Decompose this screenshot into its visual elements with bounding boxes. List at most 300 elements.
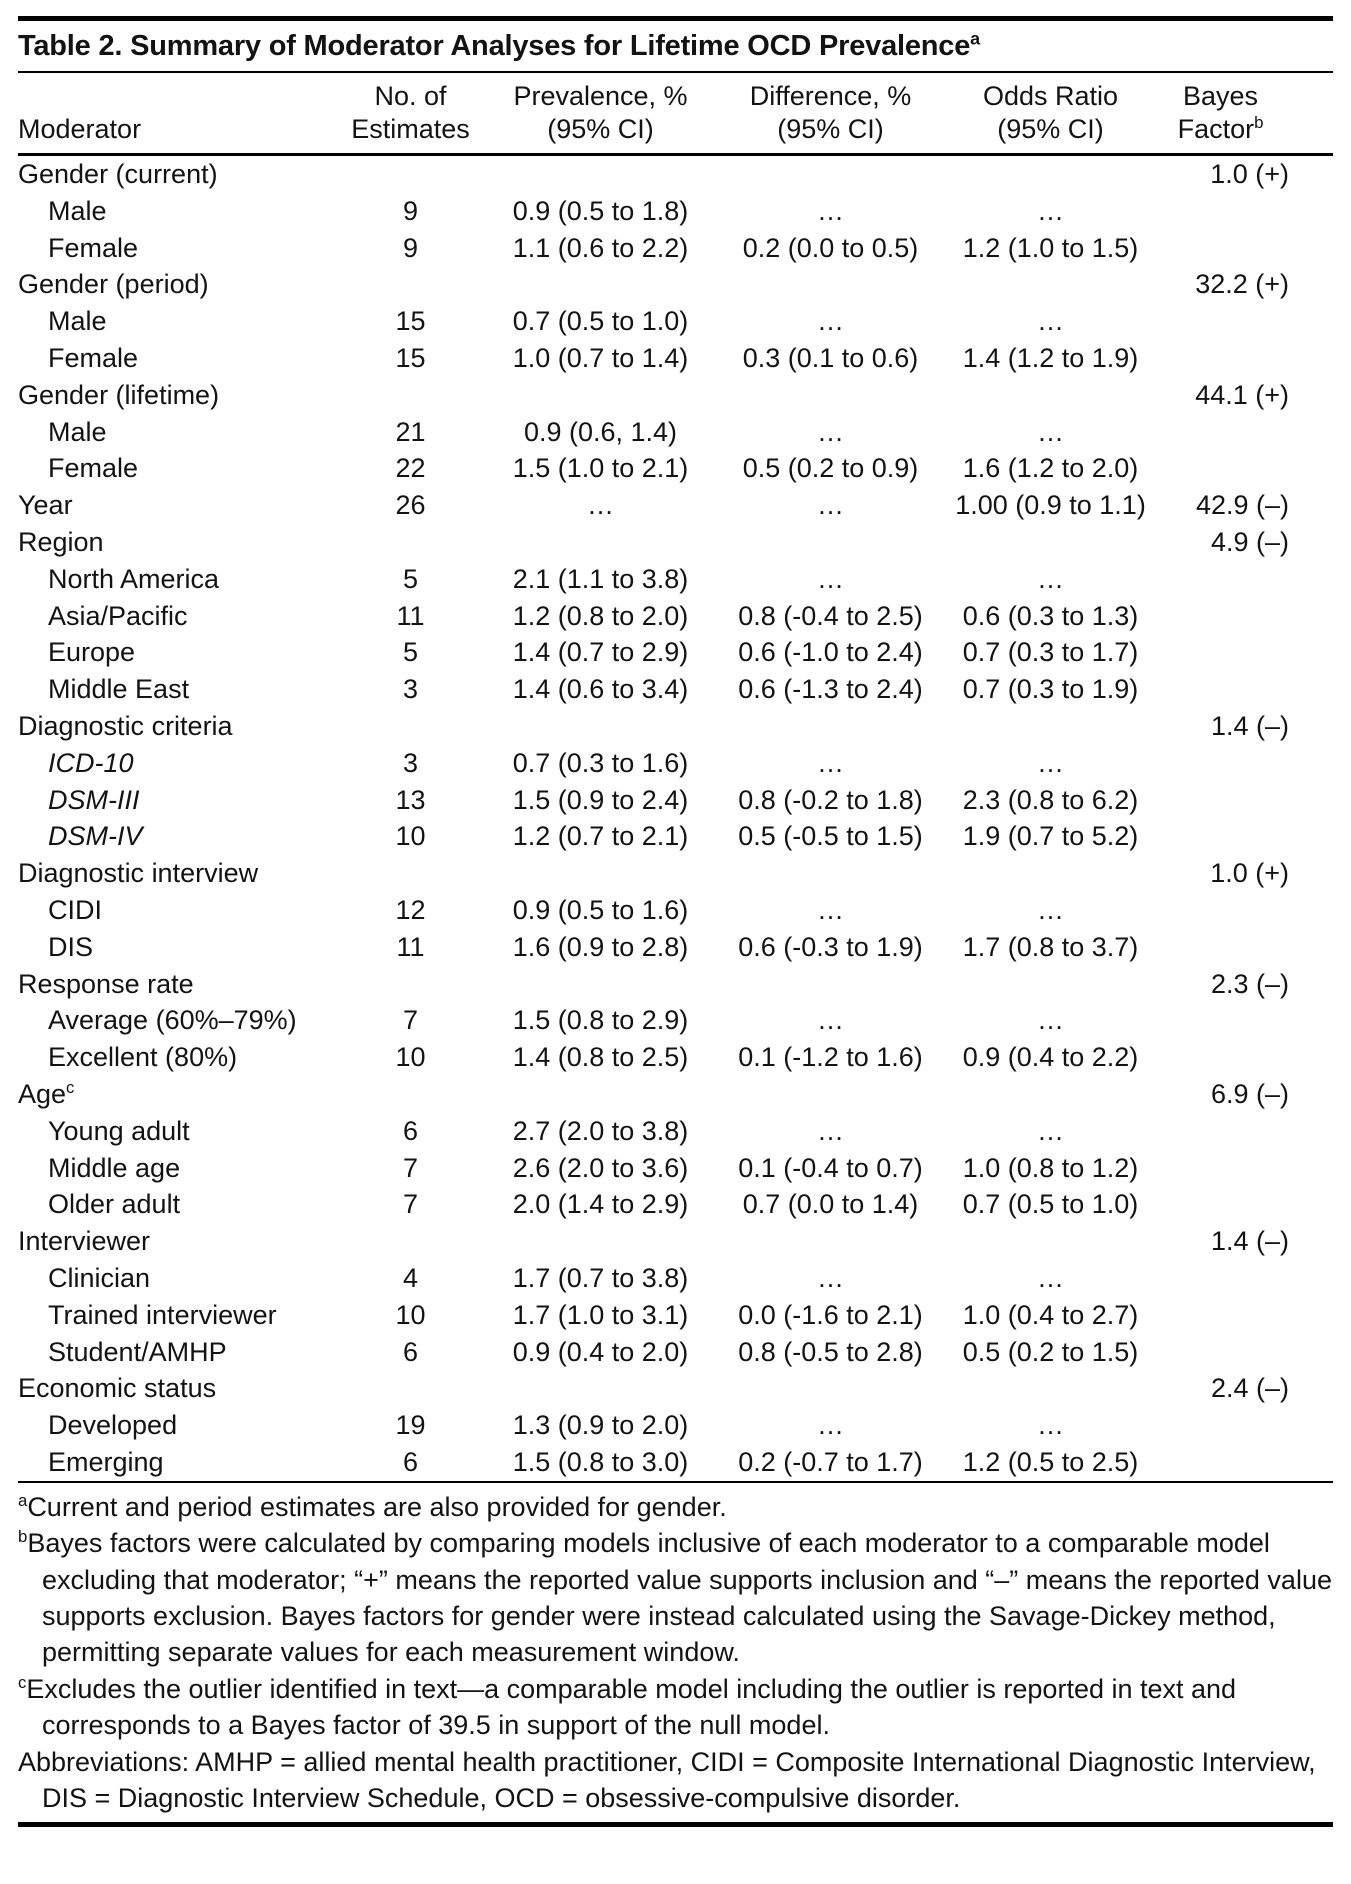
odds-ratio-cell (943, 855, 1158, 892)
table-row-group (18, 855, 1333, 892)
table-row-group (18, 708, 1333, 745)
odds-ratio-cell: 1.6 (1.2 to 2.0) (962, 453, 1139, 484)
moderator-cell (18, 230, 338, 267)
odds-ratio-cell: … (1037, 894, 1064, 925)
moderator-label: Developed (48, 1410, 178, 1441)
odds-ratio-cell: … (1037, 306, 1064, 337)
odds-ratio-cell (943, 708, 1158, 745)
moderator-label: DSM-III (48, 784, 140, 815)
table-row-subitem (18, 414, 1333, 451)
prevalence-cell: 1.5 (0.8 to 3.0) (512, 1446, 689, 1477)
table-row-subitem (18, 818, 1333, 855)
odds-ratio-cell: … (1037, 1410, 1064, 1441)
table-row-subitem (18, 671, 1333, 708)
estimates-cell: 9 (402, 232, 419, 263)
estimates-cell (338, 855, 483, 892)
moderator-cell (18, 634, 338, 671)
difference-cell: … (817, 416, 844, 447)
prevalence-cell: 1.5 (0.9 to 2.4) (512, 784, 689, 815)
bayes-factor-cell (1158, 745, 1333, 782)
bayes-factor-cell (1158, 598, 1333, 635)
difference-cell (718, 524, 943, 561)
prevalence-cell: 0.9 (0.5 to 1.8) (512, 195, 689, 226)
moderator-cell (18, 377, 338, 414)
moderator-label: DIS (48, 931, 94, 962)
estimates-cell (338, 1223, 483, 1260)
table-row-subitem (18, 1260, 1333, 1297)
moderator-cell (18, 1039, 338, 1076)
col-header-bayes-line2 (1158, 113, 1283, 146)
odds-ratio-cell: 0.7 (0.5 to 1.0) (962, 1189, 1139, 1220)
difference-cell: 0.8 (-0.5 to 2.8) (738, 1336, 923, 1367)
moderator-label: Gender (period) (18, 269, 209, 300)
moderator-label: Gender (current) (18, 159, 218, 189)
difference-cell: … (817, 1262, 844, 1293)
odds-ratio-cell: 1.4 (1.2 to 1.9) (962, 342, 1139, 373)
table-row-subitem (18, 1407, 1333, 1444)
table-row-subitem (18, 1150, 1333, 1187)
bayes-factor-cell (1158, 1002, 1333, 1039)
moderator-label: Europe (48, 637, 136, 668)
footnote-marker-b: b (18, 1527, 28, 1547)
moderator-cell (18, 598, 338, 635)
moderator-label: Gender (lifetime) (18, 379, 220, 410)
odds-ratio-cell: … (1037, 1115, 1064, 1146)
estimates-cell: 10 (395, 1299, 426, 1330)
estimates-cell (338, 524, 483, 561)
difference-cell (718, 1223, 943, 1260)
prevalence-cell: 1.4 (0.6 to 3.4) (512, 674, 689, 705)
bayes-factor-cell (1158, 1334, 1333, 1371)
footnote-c-text: Excludes the outlier identified in text—a comparable model including the outlier is reported in text and corresponds to a Bayes factor of 39.5 in support of the null model. (26, 1673, 1237, 1741)
odds-ratio-cell (943, 1223, 1158, 1260)
odds-ratio-cell: … (1037, 195, 1064, 226)
moderator-cell (18, 708, 338, 745)
prevalence-cell: 1.1 (0.6 to 2.2) (512, 232, 689, 263)
estimates-cell: 6 (402, 1115, 419, 1146)
estimates-cell: 9 (402, 195, 419, 226)
difference-cell: 0.5 (-0.5 to 1.5) (738, 821, 923, 852)
odds-ratio-cell: 1.2 (0.5 to 2.5) (962, 1446, 1139, 1477)
moderator-label: CIDI (48, 894, 102, 925)
table-row-subitem (18, 303, 1333, 340)
bayes-factor-cell: 1.4 (–) (1210, 1226, 1289, 1257)
moderator-label: Student/AMHP (48, 1336, 227, 1367)
col-header-moderator (18, 113, 338, 146)
prevalence-cell: 1.4 (0.8 to 2.5) (512, 1042, 689, 1073)
table-row-group (18, 156, 1333, 193)
prevalence-cell (483, 1223, 718, 1260)
moderator-label: Male (48, 306, 107, 337)
table-row-subitem (18, 782, 1333, 819)
table-body (18, 156, 1333, 1481)
moderator-label: Average (60%–79%) (48, 1005, 297, 1036)
prevalence-cell: 1.2 (0.7 to 2.1) (512, 821, 689, 852)
odds-ratio-cell: 1.9 (0.7 to 5.2) (962, 821, 1139, 852)
col-header-bayes-line2-text: Factor (1177, 114, 1255, 144)
col-header-estimates (338, 80, 483, 146)
prevalence-cell (483, 1076, 718, 1113)
difference-cell: … (817, 490, 844, 521)
moderator-label: Excellent (80%) (48, 1042, 238, 1073)
odds-ratio-cell: 1.2 (1.0 to 1.5) (962, 232, 1139, 263)
difference-cell (718, 156, 943, 193)
table-title-text: Table 2. Summary of Moderator Analyses for Lifetime OCD Prevalence (18, 30, 971, 62)
footnote-abbreviations (18, 1744, 1333, 1817)
difference-cell: … (817, 563, 844, 594)
odds-ratio-cell: 0.7 (0.3 to 1.9) (962, 674, 1139, 705)
bayes-factor-cell (1158, 818, 1333, 855)
bayes-factor-cell (1158, 1039, 1333, 1076)
table-row-group (18, 487, 1333, 524)
moderator-label: DSM-IV (48, 821, 143, 852)
bayes-factor-cell (1158, 561, 1333, 598)
prevalence-cell (483, 855, 718, 892)
estimates-cell (338, 266, 483, 303)
difference-cell: … (817, 1005, 844, 1036)
odds-ratio-cell: … (1037, 1262, 1064, 1293)
moderator-cell (18, 1150, 338, 1187)
prevalence-cell: 1.4 (0.7 to 2.9) (512, 637, 689, 668)
table-row-subitem (18, 634, 1333, 671)
estimates-cell: 5 (402, 563, 419, 594)
table-row-subitem (18, 892, 1333, 929)
moderator-cell (18, 1407, 338, 1444)
difference-cell: 0.6 (-0.3 to 1.9) (738, 931, 923, 962)
odds-ratio-cell: 1.0 (0.8 to 1.2) (962, 1152, 1139, 1183)
prevalence-cell: 2.7 (2.0 to 3.8) (512, 1115, 689, 1146)
prevalence-cell (483, 708, 718, 745)
odds-ratio-cell (943, 156, 1158, 193)
table-row-subitem (18, 598, 1333, 635)
odds-ratio-cell (943, 966, 1158, 1003)
bayes-factor-cell: 2.3 (–) (1210, 968, 1289, 999)
estimates-cell: 22 (395, 453, 426, 484)
bayes-factor-cell (1158, 782, 1333, 819)
title-footnote-marker-a: a (970, 28, 980, 49)
estimates-cell: 19 (395, 1410, 426, 1441)
difference-cell: … (817, 195, 844, 226)
difference-cell: 0.8 (-0.2 to 1.8) (738, 784, 923, 815)
difference-cell (718, 966, 943, 1003)
difference-cell: 0.2 (-0.7 to 1.7) (738, 1446, 923, 1477)
table-header-row (18, 73, 1333, 153)
bayes-factor-cell (1158, 1407, 1333, 1444)
bayes-factor-cell (1158, 1297, 1333, 1334)
prevalence-cell (483, 156, 718, 193)
moderator-label: Trained interviewer (48, 1299, 277, 1330)
difference-cell: 0.7 (0.0 to 1.4) (742, 1189, 919, 1220)
moderator-label: Asia/Pacific (48, 600, 188, 631)
bayes-factor-cell (1158, 193, 1333, 230)
prevalence-cell: 1.7 (0.7 to 3.8) (512, 1262, 689, 1293)
estimates-cell: 7 (402, 1189, 419, 1220)
estimates-cell: 15 (395, 342, 426, 373)
col-header-bayes-line1: Bayes (1182, 81, 1259, 111)
moderator-cell (18, 1076, 338, 1113)
difference-cell (718, 855, 943, 892)
moderator-label: Older adult (48, 1189, 181, 1220)
difference-cell: … (817, 306, 844, 337)
estimates-cell: 7 (402, 1005, 419, 1036)
difference-cell: 0.0 (-1.6 to 2.1) (738, 1299, 923, 1330)
bayes-factor-cell: 1.0 (+) (1210, 159, 1289, 189)
col-header-prevalence-line1: Prevalence, % (513, 81, 688, 111)
estimates-cell (338, 1076, 483, 1113)
moderator-label: Diagnostic interview (18, 858, 259, 889)
prevalence-cell (483, 1370, 718, 1407)
moderator-cell (18, 561, 338, 598)
bayes-factor-cell (1158, 450, 1333, 487)
table-row-group (18, 377, 1333, 414)
moderator-cell (18, 1002, 338, 1039)
moderator-cell (18, 671, 338, 708)
moderator-label: Emerging (48, 1446, 164, 1477)
difference-cell (718, 1370, 943, 1407)
col-header-bayes-factor (1158, 80, 1333, 146)
moderator-cell (18, 414, 338, 451)
moderator-label: Female (48, 342, 139, 373)
odds-ratio-cell: 1.0 (0.4 to 2.7) (962, 1299, 1139, 1330)
footnote-marker-c: c (18, 1672, 27, 1692)
estimates-cell (338, 377, 483, 414)
estimates-cell: 26 (395, 490, 426, 521)
moderator-label: North America (48, 563, 220, 594)
bayes-factor-cell (1158, 671, 1333, 708)
table-row-group (18, 524, 1333, 561)
moderator-cell (18, 1334, 338, 1371)
moderator-label: Female (48, 453, 139, 484)
estimates-cell: 7 (402, 1152, 419, 1183)
prevalence-cell: 1.3 (0.9 to 2.0) (512, 1410, 689, 1441)
col-header-odds-ratio-line2: (95% CI) (997, 114, 1104, 144)
moderator-cell (18, 193, 338, 230)
odds-ratio-cell: 1.00 (0.9 to 1.1) (955, 490, 1146, 521)
moderator-label: Diagnostic criteria (18, 710, 233, 741)
moderator-label: Economic status (18, 1373, 217, 1404)
bayes-factor-cell (1158, 230, 1333, 267)
bayes-factor-cell: 6.9 (–) (1210, 1078, 1289, 1109)
prevalence-cell: … (587, 490, 614, 521)
moderator-cell (18, 818, 338, 855)
col-header-odds-ratio-line1: Odds Ratio (982, 81, 1119, 111)
moderator-cell (18, 303, 338, 340)
footnote-b (18, 1525, 1333, 1671)
moderator-cell (18, 1260, 338, 1297)
bayes-factor-cell (1158, 1186, 1333, 1223)
moderator-cell (18, 524, 338, 561)
odds-ratio-cell: 2.3 (0.8 to 6.2) (962, 784, 1139, 815)
footnote-a (18, 1489, 1333, 1525)
table-row-subitem (18, 929, 1333, 966)
moderator-label: Young adult (48, 1115, 190, 1146)
estimates-cell (338, 1370, 483, 1407)
moderator-cell (18, 782, 338, 819)
col-header-difference (718, 80, 943, 146)
odds-ratio-cell (943, 524, 1158, 561)
bayes-factor-cell (1158, 929, 1333, 966)
table-row-subitem (18, 450, 1333, 487)
difference-cell (718, 377, 943, 414)
bayes-factor-cell: 4.9 (–) (1210, 526, 1289, 557)
col-header-estimates-line2: Estimates (351, 114, 470, 144)
prevalence-cell: 1.2 (0.8 to 2.0) (512, 600, 689, 631)
estimates-cell: 5 (402, 637, 419, 668)
bayes-factor-cell (1158, 303, 1333, 340)
difference-cell: … (817, 1410, 844, 1441)
moderator-label: Male (48, 195, 107, 226)
estimates-cell (338, 708, 483, 745)
prevalence-cell (483, 266, 718, 303)
bayes-factor-cell: 44.1 (+) (1195, 379, 1289, 410)
difference-cell: 0.6 (-1.3 to 2.4) (738, 674, 923, 705)
moderator-cell (18, 1113, 338, 1150)
estimates-cell (338, 966, 483, 1003)
prevalence-cell: 0.9 (0.4 to 2.0) (512, 1336, 689, 1367)
difference-cell (718, 1076, 943, 1113)
table-row-subitem (18, 193, 1333, 230)
odds-ratio-cell: 1.7 (0.8 to 3.7) (962, 931, 1139, 962)
table-row-subitem (18, 1297, 1333, 1334)
moderator-cell (18, 1297, 338, 1334)
footnote-c (18, 1671, 1333, 1744)
table-row-group (18, 1076, 1333, 1113)
difference-cell: 0.2 (0.0 to 0.5) (742, 232, 919, 263)
moderator-label: Male (48, 416, 107, 447)
prevalence-cell: 1.7 (1.0 to 3.1) (512, 1299, 689, 1330)
footnote-abbreviations-text: Abbreviations: AMHP = allied mental health practitioner, CIDI = Composite International Diagnostic Interview, DIS = Diagnostic Interview Schedule, OCD = obsessive-compulsive disorder. (18, 1746, 1316, 1813)
odds-ratio-cell: 0.6 (0.3 to 1.3) (962, 600, 1139, 631)
bayes-factor-cell (1158, 1150, 1333, 1187)
moderator-label: Female (48, 232, 139, 263)
estimates-cell: 12 (395, 894, 426, 925)
prevalence-cell: 0.9 (0.6, 1.4) (523, 416, 678, 447)
estimates-cell (338, 156, 483, 193)
moderator-label: Middle East (48, 674, 190, 705)
odds-ratio-cell: … (1037, 563, 1064, 594)
col-header-estimates-line1: No. of (374, 81, 447, 111)
difference-cell: 0.8 (-0.4 to 2.5) (738, 600, 923, 631)
odds-ratio-cell (943, 1076, 1158, 1113)
prevalence-cell: 2.1 (1.1 to 3.8) (512, 563, 689, 594)
moderator-cell (18, 266, 338, 303)
odds-ratio-cell (943, 266, 1158, 303)
bayes-factor-cell (1158, 634, 1333, 671)
prevalence-cell: 1.5 (1.0 to 2.1) (512, 453, 689, 484)
prevalence-cell: 0.7 (0.5 to 1.0) (512, 306, 689, 337)
difference-cell: 0.5 (0.2 to 0.9) (742, 453, 919, 484)
moderator-cell (18, 1186, 338, 1223)
col-header-prevalence-line2: (95% CI) (547, 114, 654, 144)
bayes-factor-cell: 32.2 (+) (1195, 269, 1289, 300)
bayes-factor-cell (1158, 414, 1333, 451)
col-header-moderator-label: Moderator (18, 114, 142, 144)
table-row-subitem (18, 561, 1333, 598)
moderator-cell (18, 450, 338, 487)
moderator-cell (18, 855, 338, 892)
moderator-label: Age (18, 1078, 67, 1109)
table-row-subitem (18, 230, 1333, 267)
footnote-a-text: Current and period estimates are also provided for gender. (27, 1491, 727, 1522)
moderator-cell (18, 745, 338, 782)
difference-cell: 0.3 (0.1 to 0.6) (742, 342, 919, 373)
moderator-label: Interviewer (18, 1226, 151, 1257)
prevalence-cell (483, 524, 718, 561)
moderator-cell (18, 156, 338, 193)
prevalence-cell: 1.0 (0.7 to 1.4) (512, 342, 689, 373)
odds-ratio-cell: … (1037, 416, 1064, 447)
table-row-group (18, 1223, 1333, 1260)
estimates-cell: 11 (396, 931, 425, 962)
moderator-cell (18, 1370, 338, 1407)
estimates-cell: 3 (402, 674, 419, 705)
moderator-label: ICD-10 (48, 747, 134, 778)
difference-cell: … (817, 1115, 844, 1146)
bayes-factor-cell (1158, 1113, 1333, 1150)
moderator-cell (18, 1444, 338, 1481)
moderator-cell (18, 487, 338, 524)
bayes-factor-cell (1158, 340, 1333, 377)
moderator-cell (18, 966, 338, 1003)
moderator-cell (18, 1223, 338, 1260)
col-header-prevalence (483, 80, 718, 146)
difference-cell: … (817, 894, 844, 925)
bayes-factor-cell (1158, 1444, 1333, 1481)
difference-cell: 0.1 (-0.4 to 0.7) (738, 1152, 923, 1183)
moderator-cell (18, 340, 338, 377)
footnotes-section (18, 1483, 1333, 1823)
moderator-label: Region (18, 526, 104, 557)
prevalence-cell: 2.0 (1.4 to 2.9) (512, 1189, 689, 1220)
bayes-factor-cell: 1.4 (–) (1210, 710, 1289, 741)
estimates-cell: 6 (402, 1336, 419, 1367)
estimates-cell: 6 (402, 1446, 419, 1477)
table-title-block (18, 21, 1333, 71)
odds-ratio-cell (943, 377, 1158, 414)
bayes-factor-cell (1158, 1260, 1333, 1297)
prevalence-cell (483, 377, 718, 414)
estimates-cell: 21 (395, 416, 426, 447)
prevalence-cell: 0.7 (0.3 to 1.6) (512, 747, 689, 778)
moderator-cell (18, 929, 338, 966)
moderator-label: Middle age (48, 1152, 181, 1183)
difference-cell (718, 708, 943, 745)
prevalence-cell: 0.9 (0.5 to 1.6) (512, 894, 689, 925)
moderator-label: Year (18, 490, 73, 521)
table-row-subitem (18, 1334, 1333, 1371)
moderator-label: Response rate (18, 968, 194, 999)
estimates-cell: 13 (395, 784, 426, 815)
bayes-factor-cell: 42.9 (–) (1195, 490, 1289, 521)
moderator-cell (18, 892, 338, 929)
odds-ratio-cell: 0.5 (0.2 to 1.5) (962, 1336, 1139, 1367)
bayes-factor-cell: 2.4 (–) (1210, 1373, 1289, 1404)
estimates-cell: 11 (396, 600, 425, 631)
table-row-subitem (18, 745, 1333, 782)
difference-cell: 0.1 (-1.2 to 1.6) (738, 1042, 923, 1073)
table-row-group (18, 1370, 1333, 1407)
header-footnote-marker-b: b (1254, 113, 1264, 132)
table-row-subitem (18, 340, 1333, 377)
prevalence-cell: 1.6 (0.9 to 2.8) (512, 931, 689, 962)
estimates-cell: 15 (395, 306, 426, 337)
table-row-subitem (18, 1113, 1333, 1150)
table-row-group (18, 966, 1333, 1003)
table-row-subitem (18, 1444, 1333, 1481)
prevalence-cell: 1.5 (0.8 to 2.9) (512, 1005, 689, 1036)
odds-ratio-cell: 0.9 (0.4 to 2.2) (962, 1042, 1139, 1073)
col-header-difference-line1: Difference, % (749, 81, 912, 111)
